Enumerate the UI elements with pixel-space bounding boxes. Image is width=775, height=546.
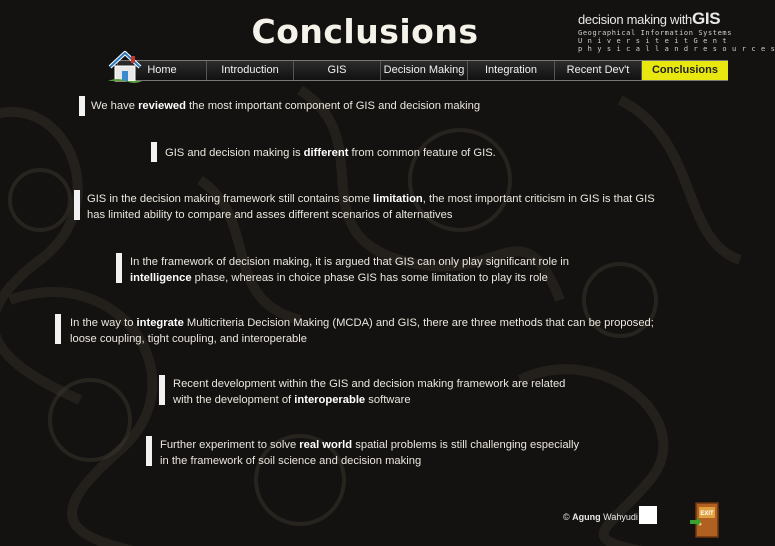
navigation-bar	[117, 60, 728, 81]
bullet-bar	[79, 96, 85, 116]
copyright-notice: © Agung Wahyudi	[563, 512, 638, 522]
nav-conclusions[interactable]: Conclusions	[641, 61, 728, 80]
conclusion-point-5: In the way to integrate Multicriteria Decision Making (MCDA) and GIS, there are three methods that can be proposed; loose coupling, tight coupling, and interoperable	[70, 317, 654, 345]
exit-label: EXIT	[700, 511, 714, 517]
nav-integration[interactable]: Integration	[467, 61, 554, 80]
conclusion-point-2: GIS and decision making is different from common feature of GIS.	[165, 147, 496, 159]
conclusion-point-4: In the framework of decision making, it is argued that GIS can only play significant role in intelligence phase, whereas in choice phase GIS has some limitation to play its role	[130, 256, 570, 284]
brand-title	[578, 9, 723, 29]
nav-gis[interactable]: GIS	[293, 61, 380, 80]
exit-door-icon[interactable]	[688, 500, 720, 540]
bullet-bar	[146, 436, 152, 466]
brand-gis: GIS	[691, 9, 721, 28]
nav-introduction[interactable]: Introduction	[206, 61, 293, 80]
home-icon[interactable]	[106, 47, 144, 85]
page-title: Conclusions	[251, 12, 479, 51]
bullet-bar	[55, 314, 61, 344]
bullet-bar	[116, 253, 122, 283]
bullet-bar	[74, 190, 80, 220]
nav-decision-making[interactable]: Decision Making	[380, 61, 467, 80]
bullet-bar	[151, 142, 157, 162]
conclusion-point-3: GIS in the decision making framework still contains some limitation, the most important criticism in GIS is that GIS has limited ability to compare and asses different scenarios of alternatives	[87, 193, 655, 221]
nav-home[interactable]: Home	[117, 61, 206, 80]
conclusion-point-1: We have reviewed the most important component of GIS and decision making	[91, 100, 481, 112]
brand-university: U n i v e r s i t e i t G e n t	[578, 37, 728, 45]
brand-prefix: decision making with	[578, 12, 692, 27]
brand-subtitle: Geographical Information Systems	[578, 29, 733, 37]
conclusion-point-6: Recent development within the GIS and decision making framework are related with the development of interoperable software	[173, 378, 566, 406]
blank-box	[639, 506, 657, 524]
nav-recent-dev[interactable]: Recent Dev't	[554, 61, 641, 80]
brand-logo	[578, 9, 775, 53]
bullet-bar	[159, 375, 165, 405]
brand-department: p h y s i c a l l a n d r e s o u r c e s	[578, 45, 775, 53]
conclusion-point-7: Further experiment to solve real world spatial problems is still challenging especially in the framework of soil science and decision making	[160, 439, 580, 467]
